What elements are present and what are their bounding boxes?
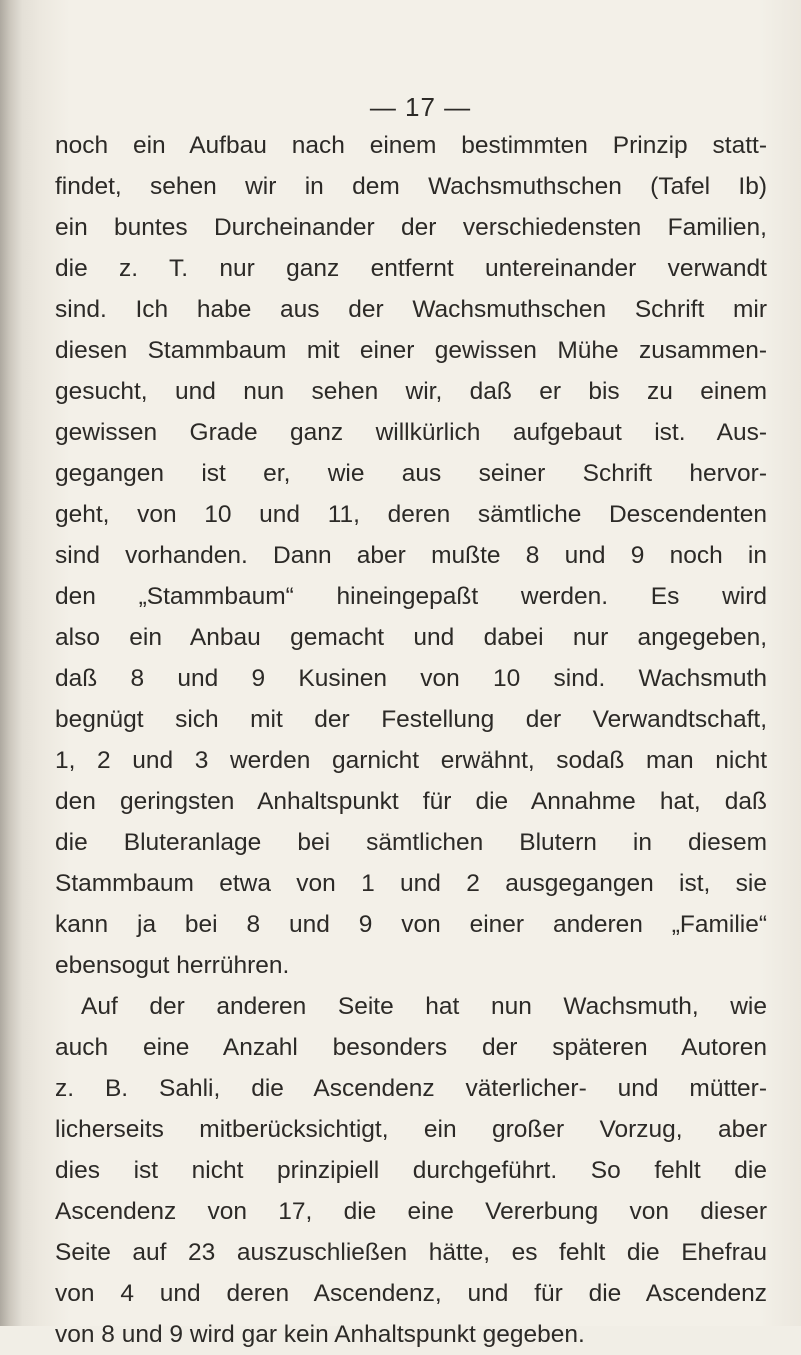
text-line-paragraph-start: Auf der anderen Seite hat nun Wachsmuth, wie (81, 993, 767, 1020)
text-line: gewissen Grade ganz willkürlich aufgebaut ist. Aus- (55, 419, 767, 446)
text-line: dies ist nicht prinzipiell durchgeführt. So fehlt die (55, 1157, 767, 1184)
text-line: findet, sehen wir in dem Wachsmuthschen (Tafel Ib) (55, 173, 767, 200)
text-line: z. B. Sahli, die Ascendenz väterlicher- und mütter- (55, 1075, 767, 1102)
text-line-paragraph-end: ebensogut herrühren. (55, 952, 290, 979)
text-line: sind vorhanden. Dann aber mußte 8 und 9 noch in (55, 542, 767, 569)
text-line: den geringsten Anhaltspunkt für die Annahme hat, daß (55, 788, 767, 815)
text-line: daß 8 und 9 Kusinen von 10 sind. Wachsmuth (55, 665, 767, 692)
page-number: — 17 — (369, 92, 472, 122)
text-line: von 4 und deren Ascendenz, und für die Ascendenz (55, 1280, 767, 1307)
text-line-paragraph-end: von 8 und 9 wird gar kein Anhaltspunkt gegeben. (55, 1321, 585, 1348)
text-line: begnügt sich mit der Festellung der Verwandtschaft, (55, 706, 767, 733)
text-line: ein buntes Durcheinander der verschiedensten Familien, (55, 214, 767, 241)
text-line: den „Stammbaum“ hineingepaßt werden. Es wird (55, 583, 767, 610)
text-line: 1, 2 und 3 werden garnicht erwähnt, sodaß man nicht (55, 747, 767, 774)
text-line: also ein Anbau gemacht und dabei nur angegeben, (55, 624, 767, 651)
text-line: Stammbaum etwa von 1 und 2 ausgegangen ist, sie (55, 870, 767, 897)
text-line: kann ja bei 8 und 9 von einer anderen „Familie“ (55, 911, 767, 938)
text-line: sind. Ich habe aus der Wachsmuthschen Schrift mir (55, 296, 767, 323)
text-line: Ascendenz von 17, die eine Vererbung von dieser (55, 1198, 767, 1225)
text-line: auch eine Anzahl besonders der späteren Autoren (55, 1034, 767, 1061)
text-line: geht, von 10 und 11, deren sämtliche Descendenten (55, 501, 767, 528)
body-text (55, 125, 767, 1355)
text-line: die z. T. nur ganz entfernt untereinander verwandt (55, 255, 767, 282)
text-line: Seite auf 23 auszuschließen hätte, es fehlt die Ehefrau (55, 1239, 767, 1266)
text-line: gesucht, und nun sehen wir, daß er bis zu einem (55, 378, 767, 405)
text-line: noch ein Aufbau nach einem bestimmten Prinzip statt- (55, 132, 767, 159)
text-line: licherseits mitberücksichtigt, ein großer Vorzug, aber (55, 1116, 767, 1143)
text-line: diesen Stammbaum mit einer gewissen Mühe zusammen- (55, 337, 767, 364)
text-line: die Bluteranlage bei sämtlichen Blutern in diesem (55, 829, 767, 856)
book-spine-shadow (0, 0, 22, 1326)
text-line: gegangen ist er, wie aus seiner Schrift hervor- (55, 460, 767, 487)
